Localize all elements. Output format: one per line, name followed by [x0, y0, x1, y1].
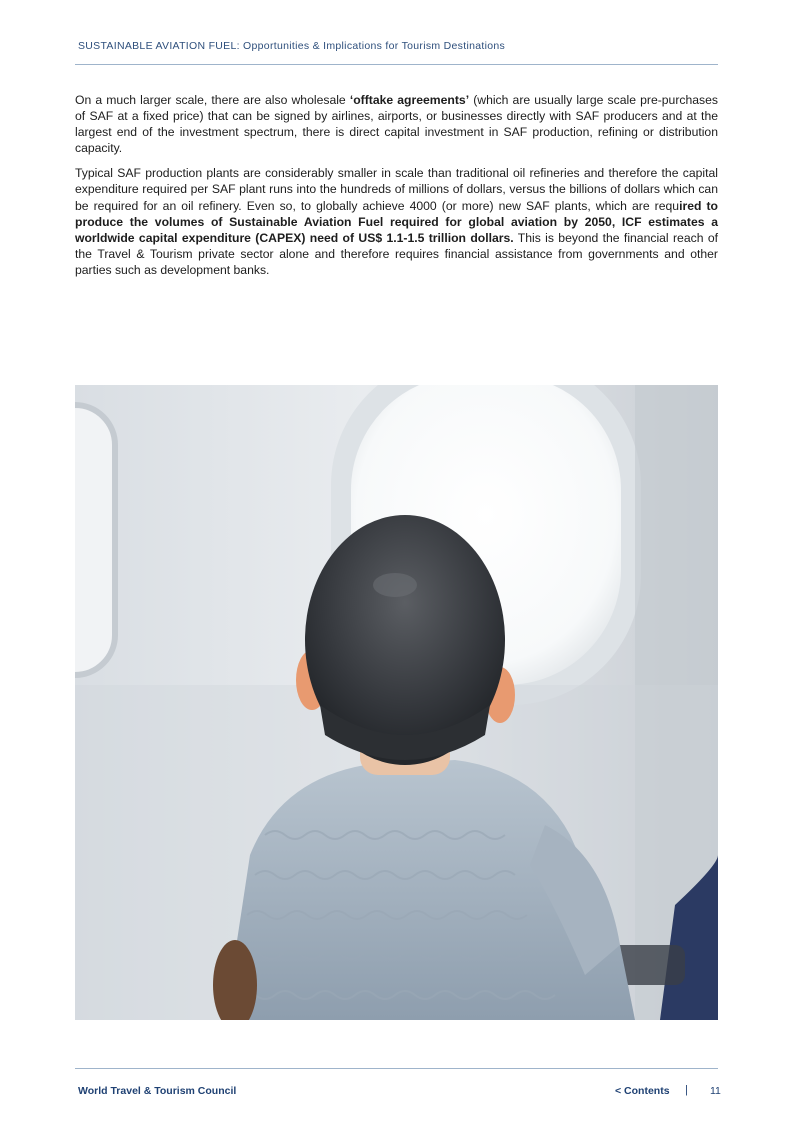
paragraph-2-bold: ired to produce the volumes of Sustainable Aviation Fuel required for global aviation by 2050, ICF estimates a worldwide capital expenditure (CAPEX) need of US$ 1.1-1.5 trillion dollars.: [75, 198, 718, 245]
paragraph-1-bold: ‘offtake agreements’: [349, 93, 470, 107]
paragraph-2-text-c: This is beyond the financial reach of the Travel & Tourism private sector alone and therefore requires financial assistance from governments and other parties such as development banks.: [75, 230, 718, 277]
running-header: SUSTAINABLE AVIATION FUEL: Opportunities & Implications for Tourism Destinations: [78, 40, 506, 52]
paragraph-offtake: [75, 92, 718, 156]
paragraph-1-text-a: On a much larger scale, there are also wholesale: [75, 93, 350, 107]
header-divider: [75, 64, 718, 65]
footer-separator: |: [685, 1084, 688, 1096]
body-text: [75, 92, 718, 287]
child-at-airplane-window-photo: [75, 385, 718, 1020]
page-number: 11: [710, 1085, 721, 1097]
paragraph-1-text-c: (which are usually large scale pre-purchases of SAF at a fixed price) that can be signed by airlines, airports, or businesses directly with SAF producers and at the largest end of the investment spectrum, there is direct capital investment in SAF production, refining or distribution capacity.: [75, 93, 719, 156]
paragraph-2-text-a: Typical SAF production plants are considerably smaller in scale than traditional oil refineries and therefore the capital expenditure required per SAF plant runs into the hundreds of millions of dollars, versus the billions of dollars which can be required for an oil refinery. Even so, to globally achieve 4000 (or more) new SAF plants, which are requ: [75, 166, 718, 213]
paragraph-capex: [75, 165, 718, 278]
footer-divider: [75, 1068, 718, 1069]
footer-organization: World Travel & Tourism Council: [78, 1085, 237, 1097]
contents-link[interactable]: < Contents: [615, 1085, 670, 1097]
